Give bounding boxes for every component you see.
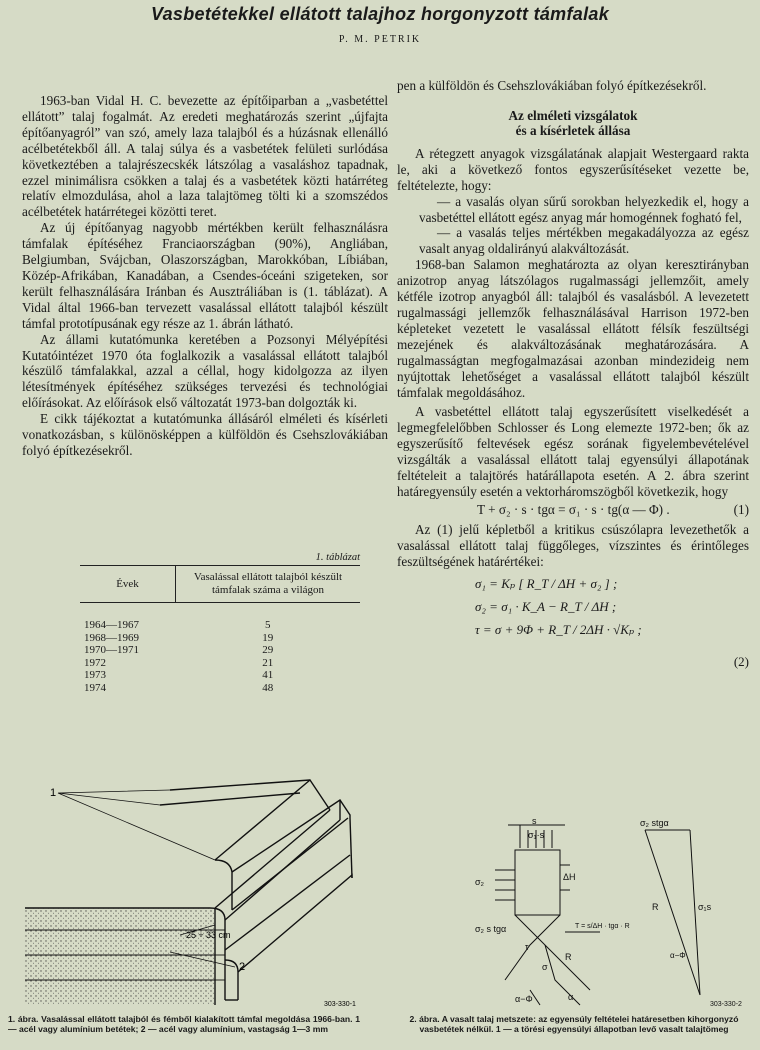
table-row bbox=[80, 632, 360, 645]
list-item: — a vasalás teljes mértékben megakadályozza az egész vasalt anyag oldalirányú alakváltozását. bbox=[419, 225, 749, 257]
label-tau: τ bbox=[525, 942, 529, 952]
table-cell: 41 bbox=[262, 669, 274, 681]
table-cell: 1968—1969 bbox=[84, 631, 139, 644]
equation-2c: τ = σ + 9Φ + R_T / 2ΔH · √Kₚ ; bbox=[475, 622, 642, 638]
label-right-s1s: σ₁s bbox=[698, 902, 712, 912]
dimension-label: 25 ÷ 33 cm bbox=[186, 930, 231, 940]
list-item: — a vasalás olyan sűrű sorokban helyezkedik el, hogy a vasbetéttel ellátott egész anyag már homogénnek fogható fel, bbox=[419, 193, 749, 225]
data-table bbox=[80, 565, 360, 696]
table-row bbox=[80, 682, 360, 697]
figure-code: 303-330-1 bbox=[324, 1001, 356, 1008]
label-right-s2tga: σ₂ stgα bbox=[640, 818, 669, 828]
paragraph: A vasbetéttel ellátott talaj egyszerűsített viselkedését a legmegfelelőbben Schlosser és Long elemezte 1972-ben; ők az egyszerűsítő feltevések egész sorának figyelembevételével vizsgálták a vasalással ellátott talaj egyensúlyi állapotának feltételeit a talajtörés határállapota esetén. A 2. ábra szerint határegyensúly esetén a vektorháromszögből következik, hogy bbox=[397, 404, 749, 499]
label-s1s: σ₁·s bbox=[528, 830, 545, 840]
paragraph: Az (1) jelű képletből a kritikus csúszólapra levezethetők a vasalással ellátott talaj függőleges, vízszintes és érintőleges feszültségének határértékei: bbox=[397, 521, 749, 569]
table-caption: 1. táblázat bbox=[315, 552, 360, 563]
figure-1-caption: 1. ábra. Vasalással ellátott talajból és fémből kialakított támfal megoldása 1966-ban. 1 — acél vagy alumínium betétek; 2 — acél vagy alumínium, vastagság 1—3 mm bbox=[8, 1014, 360, 1034]
label-alpha-phi: α−Φ bbox=[515, 994, 533, 1004]
table-row bbox=[80, 644, 360, 657]
label-s: s bbox=[532, 816, 537, 826]
force-triangle bbox=[645, 830, 700, 995]
table-cell: 1973 bbox=[84, 669, 106, 681]
table-1 bbox=[80, 552, 360, 696]
label-sigma2: σ₂ bbox=[475, 877, 485, 887]
paragraph: pen a külföldön és Csehszlovákiában folyó építkezésekről. bbox=[397, 78, 707, 93]
section-heading-line: Az elméleti vizsgálatok bbox=[508, 107, 638, 123]
label-dH: ΔH bbox=[563, 872, 576, 882]
table-cell: 48 bbox=[262, 681, 274, 694]
figure-2 bbox=[470, 816, 760, 1010]
right-column bbox=[397, 78, 749, 670]
equation-2a: σ₁ = Kₚ [ R_T / ΔH + σ₂ ] ; bbox=[475, 576, 618, 592]
equation-2-number: (2) bbox=[733, 654, 749, 670]
article-title: Vasbetétekkel ellátott talajhoz horgonyzott támfalak bbox=[150, 4, 610, 24]
table-cell: 21 bbox=[262, 656, 274, 669]
column-header: Évek bbox=[80, 566, 176, 603]
soil-element bbox=[495, 825, 600, 1005]
section-heading bbox=[397, 108, 749, 138]
paragraph: 1968-ban Salamon meghatározta az olyan keresztirányban anizotrop anyag látszólagos rugalmassági jellemzőit, amely kétféle izotrop anyagból áll: talajból és vasalásból. A levezetett rugalmassági jellemzők felhasználásával Harrison 1972-ben képleteket vezetett le vasalással ellátott félsík feszültségi mezejének és alakváltozásának meghatározására. A rugalmasságtan megfogalmazásai azonban mindezideig nem nyújtottak lehetőséget a vasalással ellátott talajból készült támfalak megoldásához. bbox=[397, 257, 749, 400]
equation-1-body: T + σ₂ · s · tgα = σ₁ · s · tg(α — Φ) . bbox=[477, 501, 670, 517]
left-column bbox=[22, 93, 388, 458]
table-row bbox=[80, 657, 360, 670]
label-sigma: σ bbox=[542, 962, 548, 972]
table-cell: 1972 bbox=[84, 656, 106, 669]
label-R: R bbox=[565, 952, 572, 962]
paragraph: 1963-ban Vidal H. C. bevezette az építőiparban a „vasbetéttel ellátott” talaj fogalmát. Az eredeti meghatározás szerint „újfajta építőanyagról” van szó, amely laza talajból és a húzásnak ellenálló acélbetétekből áll. A talaj súlya és a vasbetétek felületi surlódása következtében a talajrészecskék látszólag a vasaláshoz tapadnak, ezzel minimálisra csökken a talaj és a vasbetétek közti határréteg relatív elmozdulása, ahol a laza talajtömeg tölti ki a szomszédos acélbetétek határrétegei közötti teret. bbox=[22, 93, 388, 220]
label-1: 1 bbox=[50, 787, 57, 799]
table-cell: 29 bbox=[262, 644, 274, 656]
equation-1 bbox=[397, 502, 749, 518]
leader-line-1 bbox=[58, 790, 215, 860]
equation-2 bbox=[397, 576, 749, 670]
figure-code: 303-330-2 bbox=[710, 1001, 742, 1008]
article-author: P. M. PETRIK bbox=[338, 34, 422, 45]
column-header: Vasalással ellátott talajból készült támfalak száma a világon bbox=[176, 566, 361, 603]
table-row bbox=[80, 669, 360, 682]
figure-1 bbox=[10, 760, 370, 1010]
label-right-alpha-phi: α−Φ bbox=[670, 951, 686, 960]
label-T: T = s/ΔH · tgα · R bbox=[575, 923, 630, 930]
table-cell: 1970—1971 bbox=[84, 644, 139, 656]
label-alpha: α bbox=[568, 992, 574, 1002]
figure-2-caption: 2. ábra. A vasalt talaj metszete: az egyensúly feltételei határesetben kihorgonyzó vasbetétek nélkül. 1 — a törési egyensúlyi állapotban levő vasalt talajtömeg bbox=[409, 1014, 739, 1034]
section-heading-line: és a kísérletek állása bbox=[515, 122, 631, 138]
equation-2b: σ₂ = σ₁ · K_A − R_T / ΔH ; bbox=[475, 599, 617, 615]
soil-fill bbox=[25, 908, 215, 1005]
paragraph: Az állami kutatómunka keretében a Pozsonyi Mélyépítési Kutatóintézet 1970 óta foglalkozik a vasalással ellátott talajból készülő támfalakkal, azzal a céllal, hogy kidolgozza az ilyen létesítmények építéséhez szükséges tervezési és technológiai előírásokat. Az előírások első változatát 1973-ban dolgozták ki. bbox=[22, 331, 388, 411]
label-2: 2 bbox=[239, 961, 246, 973]
equation-1-number: (1) bbox=[733, 501, 749, 517]
table-cell: 1964—1967 bbox=[84, 619, 139, 631]
label-right-R: R bbox=[652, 902, 659, 912]
paragraph: Az új építőanyag nagyobb mértékben került felhasználásra támfalak építéséhez Franciaországban (90%), Angliában, Belgiumban, Svájcban, Olaszországban, Marokkóban, Líbiában, Közép-Afrikában, Kanadában, a Csendes-óceáni szigeteken, sor került felhasználására Iránban és Ausztráliában is (1. táblázat). A Vidal által 1966-ban tervezett vasalással ellátott talajból készült támfal prototípusának egy része az 1. ábrán látható. bbox=[22, 220, 388, 331]
paragraph: E cikk tájékoztat a kutatómunka állásáról elméleti és kísérleti vonatkozásban, s különösképpen a külföldön és Csehszlovákiában folyó építkezésekről. bbox=[22, 411, 388, 458]
paragraph: A rétegzett anyagok vizsgálatának alapjait Westergaard rakta le, aki a következő fontos egyszerűsítéseket vezette be, feltételezte, hogy: bbox=[397, 145, 749, 193]
table-cell: 5 bbox=[265, 619, 271, 631]
table-cell: 19 bbox=[262, 631, 274, 644]
table-cell: 1974 bbox=[84, 681, 106, 694]
table-row bbox=[80, 603, 360, 632]
label-s2tga: σ₂ s tgα bbox=[475, 924, 507, 934]
